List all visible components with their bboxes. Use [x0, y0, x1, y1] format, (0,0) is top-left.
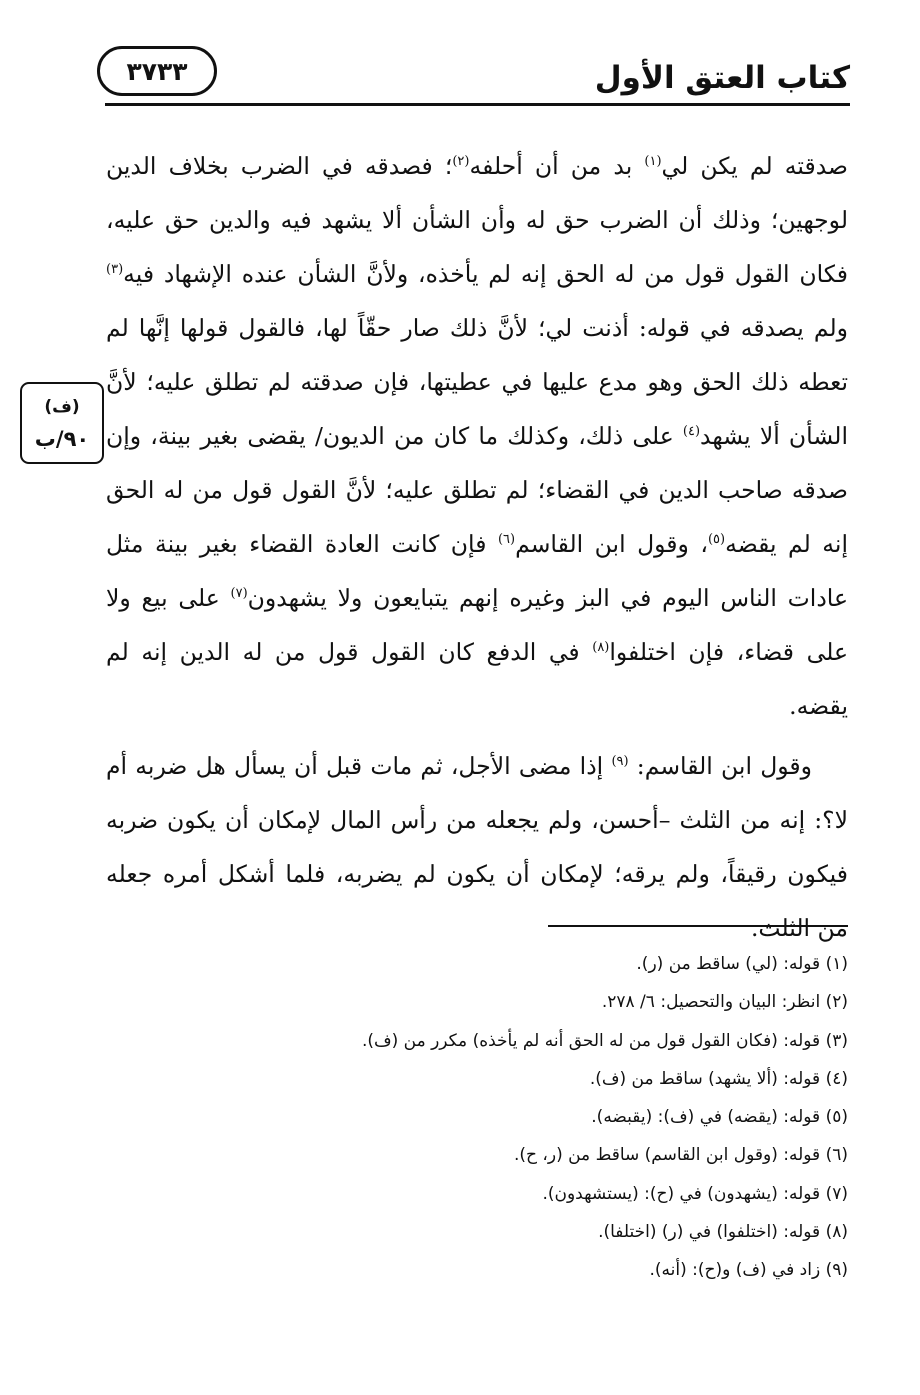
folio-manuscript-siglum: (ف)	[44, 397, 80, 417]
folio-number: ٩٠/ب	[34, 427, 90, 451]
footnote-ref-6: (٦)	[497, 532, 516, 548]
text-run: ولم يصدقه في قوله: أذنت لي؛ لأنَّ ذلك صار حقّاً لها، فالقول قولها إنَّها لم تعطه ذلك الحق وهو مدع عليها في عطيتها، فإن صدقته لم تطلق عليه؛ لأنَّ الشأن ألا يشهد	[106, 314, 848, 450]
text-run: ؛ فصدقه في الضرب بخلاف الدين لوجهين؛ وذلك أن الضرب حق له وأن الشأن ألا يشهد فيه والدين حق عليه، فكان القول قول من له الحق إنه لم يأخذه، ولأنَّ الشأن عنده الإشهاد فيه	[106, 152, 848, 288]
footnote-item: (٧) قوله: (يشهدون) في (ح): (يستشهدون).	[542, 1183, 848, 1204]
text-run: في الدفع كان القول قول من له الدين إنه لم يقضه.	[106, 638, 848, 720]
page-number: ٣٧٣٣	[97, 46, 217, 96]
footnote-item: (٦) قوله: (وقول ابن القاسم) ساقط من (ر، ح).	[513, 1145, 848, 1166]
footnote-ref-3: (٣)	[106, 262, 124, 278]
footnotes-list	[88, 945, 848, 1290]
text-run: إذا مضى الأجل، ثم مات قبل أن يسأل هل ضربه أم لا؟: إنه من الثلث –أحسن، ولم يجعله من رأس المال لإمكان أن يكون ضربه فيكون رقيقاً، ولم يرقه؛ لإمكان أن يكون لم يضربه، فلما أشكل أمره جعله من الثلث.	[106, 752, 848, 942]
footnote-ref-9: (٩)	[611, 754, 629, 770]
manuscript-folio-marker	[20, 382, 104, 464]
text-run: صدقته لم يكن لي	[661, 152, 849, 180]
paragraph-2	[106, 739, 848, 955]
footnote-separator	[548, 925, 848, 927]
footnote-ref-7: (٧)	[230, 586, 248, 602]
text-run: وقول ابن القاسم:	[628, 752, 812, 780]
footnote-ref-5: (٥)	[707, 532, 726, 548]
footnote-item: (٣) قوله: (فكان القول قول من له الحق أنه لم يأخذه) مكرر من (ف).	[361, 1030, 848, 1051]
footnote-ref-2: (٢)	[452, 154, 470, 170]
footnote-item: (٥) قوله: (يقضه) في (ف): (يقبضه).	[591, 1107, 848, 1128]
text-run: بد من أن أحلفه	[469, 152, 645, 180]
running-title: كتاب العتق الأول	[594, 60, 850, 96]
footnote-item: (٨) قوله: (اختلفوا) في (ر) (اختلفا).	[598, 1222, 848, 1243]
footnote-ref-4: (٤)	[682, 424, 701, 440]
footnote-item: (١) قوله: (لي) ساقط من (ر).	[636, 954, 848, 974]
footnote-item: (٢) انظر: البيان والتحصيل: ٦/ ٢٧٨.	[601, 992, 848, 1013]
paragraph-1	[106, 139, 848, 733]
footnote-ref-1: (١)	[644, 154, 662, 170]
main-text	[106, 139, 848, 955]
footnote-ref-8: (٨)	[592, 640, 610, 656]
text-run: على بيع ولا على قضاء، فإن اختلفوا	[106, 584, 848, 666]
text-run: فإن كانت العادة القضاء بغير بينة مثل عادات الناس اليوم في البز وغيره إنهم يتبايعون ولا يشهدون	[106, 530, 848, 612]
text-run: ، وقول ابن القاسم	[515, 530, 708, 558]
header-rule	[105, 103, 850, 106]
footnote-item: (٤) قوله: (ألا يشهد) ساقط من (ف).	[589, 1068, 848, 1089]
footnote-item: (٩) زاد في (ف) و(ح): (أنه).	[649, 1260, 848, 1281]
text-run: على ذلك، وكذلك ما كان من الديون/ يقضى بغير بينة، وإن صدقه صاحب الدين في القضاء؛ لم تطلق عليه؛ لأنَّ القول قول من له الحق إنه لم يقضه	[106, 422, 848, 558]
